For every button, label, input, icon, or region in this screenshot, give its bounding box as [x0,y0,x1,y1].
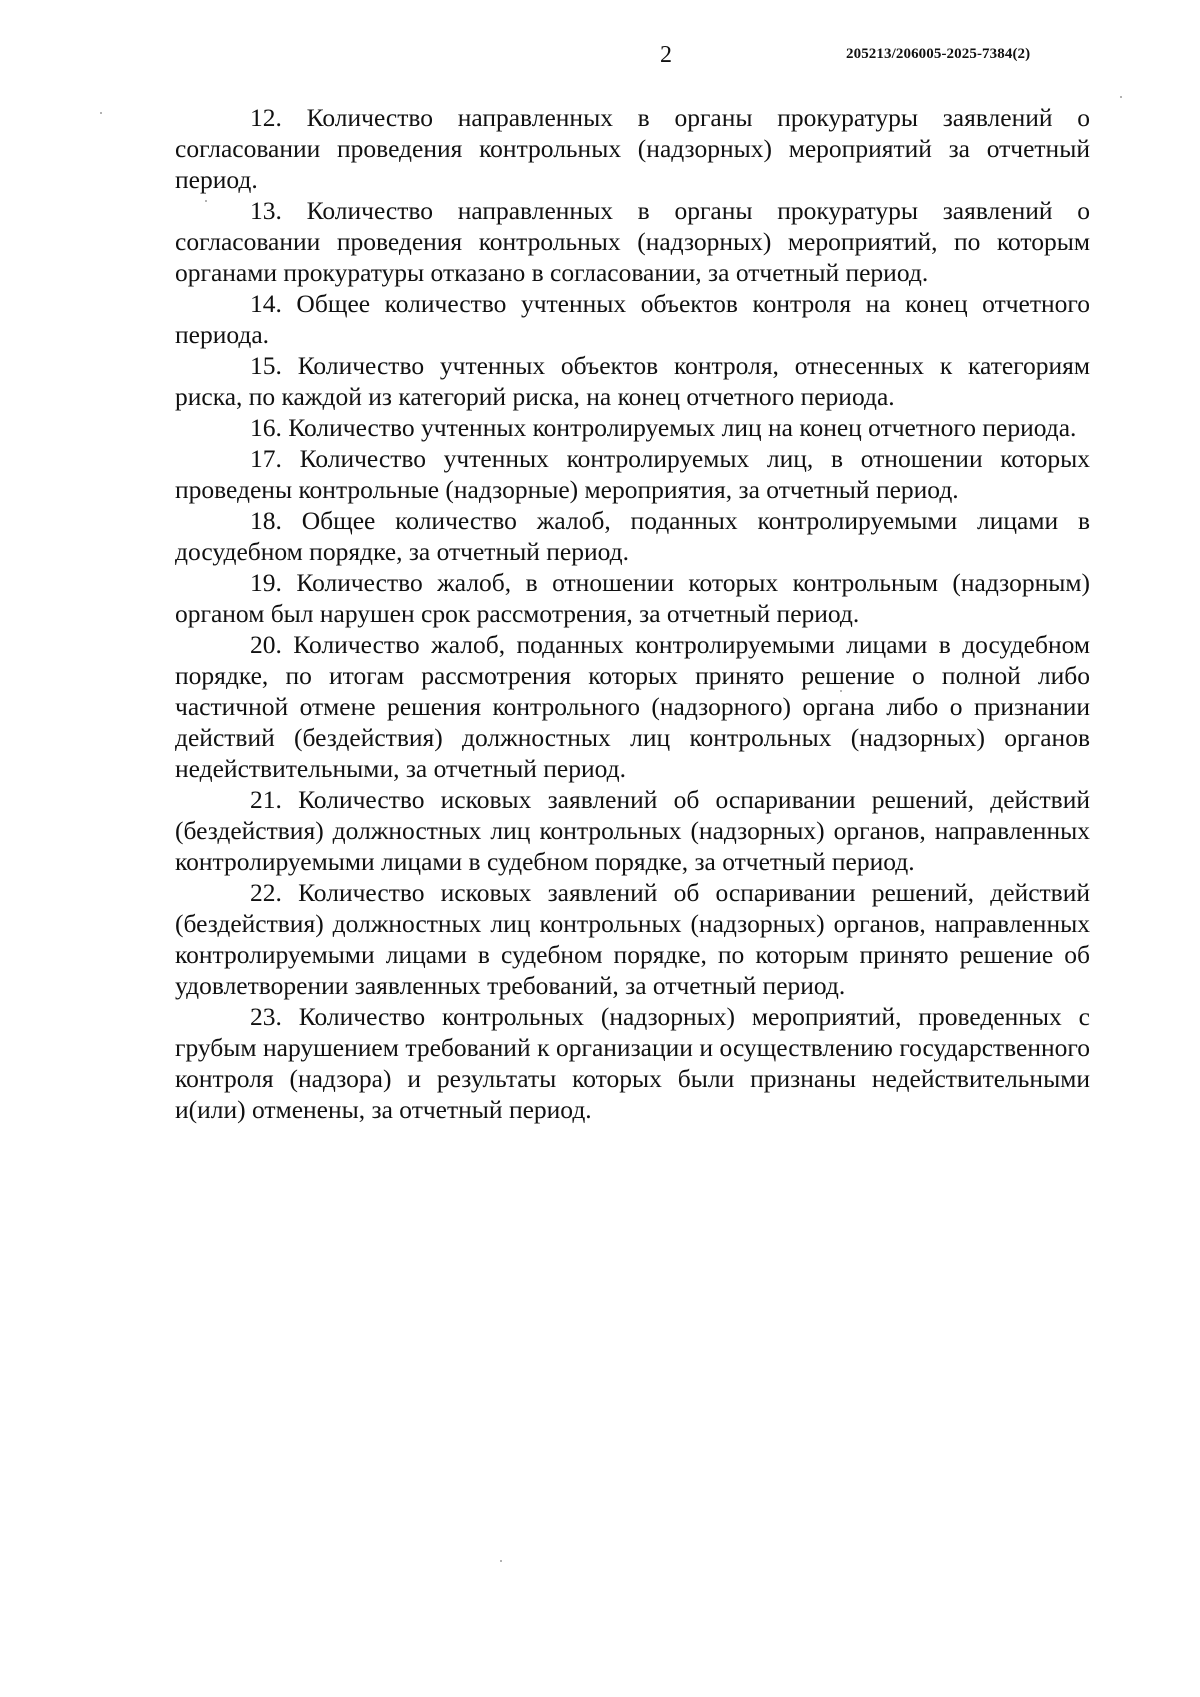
paragraph-19: 19. Количество жалоб, в отношении которых контрольным (надзорным) органом был нарушен срок рассмотрения, за отчетный период. [175,568,1090,628]
paragraph-18: 18. Общее количество жалоб, поданных контролируемыми лицами в досудебном порядке, за отчетный период. [175,506,1090,566]
paragraph-15: 15. Количество учтенных объектов контроля, отнесенных к категориям риска, по каждой из категорий риска, на конец отчетного периода. [175,351,1090,411]
document-code: 205213/206005-2025-7384(2) [846,46,1031,62]
page-number: 2 [660,42,672,68]
paragraph-20: 20. Количество жалоб, поданных контролируемыми лицами в досудебном порядке, по итогам рассмотрения которых принято решение о полной либо частичной отмене решения контрольного (надзорного) органа либо о признании действий (бездействия) должностных лиц контрольных (надзорных) органов недействительными, за отчетный период. [175,630,1090,783]
paragraph-12: 12. Количество направленных в органы прокуратуры заявлений о согласовании проведения контрольных (надзорных) мероприятий за отчетный период. [175,103,1090,194]
paragraph-17: 17. Количество учтенных контролируемых лиц, в отношении которых проведены контрольные (надзорные) мероприятия, за отчетный период. [175,444,1090,504]
paragraph-22: 22. Количество исковых заявлений об оспаривании решений, действий (бездействия) должностных лиц контрольных (надзорных) органов, направленных контролируемыми лицами в судебном порядке, по которым принято решение об удовлетворении заявленных требований, за отчетный период. [175,878,1090,1000]
document-body [175,102,1090,1125]
scan-speck [100,112,102,114]
paragraph-21: 21. Количество исковых заявлений об оспаривании решений, действий (бездействия) должностных лиц контрольных (надзорных) органов, направленных контролируемыми лицами в судебном порядке, за отчетный период. [175,785,1090,876]
scan-speck [205,200,207,202]
scan-speck [500,1560,502,1562]
paragraph-13: 13. Количество направленных в органы прокуратуры заявлений о согласовании проведения контрольных (надзорных) мероприятий, по которым органами прокуратуры отказано в согласовании, за отчетный период. [175,196,1090,287]
scan-speck [1120,96,1122,98]
scan-speck [840,690,842,692]
paragraph-16: 16. Количество учтенных контролируемых лиц на конец отчетного периода. [250,413,1077,442]
paragraph-14: 14. Общее количество учтенных объектов контроля на конец отчетного периода. [175,289,1090,349]
paragraph-23: 23. Количество контрольных (надзорных) мероприятий, проведенных с грубым нарушением требований к организации и осуществлению государственного контроля (надзора) и результаты которых были признаны недействительными и(или) отменены, за отчетный период. [175,1002,1090,1124]
